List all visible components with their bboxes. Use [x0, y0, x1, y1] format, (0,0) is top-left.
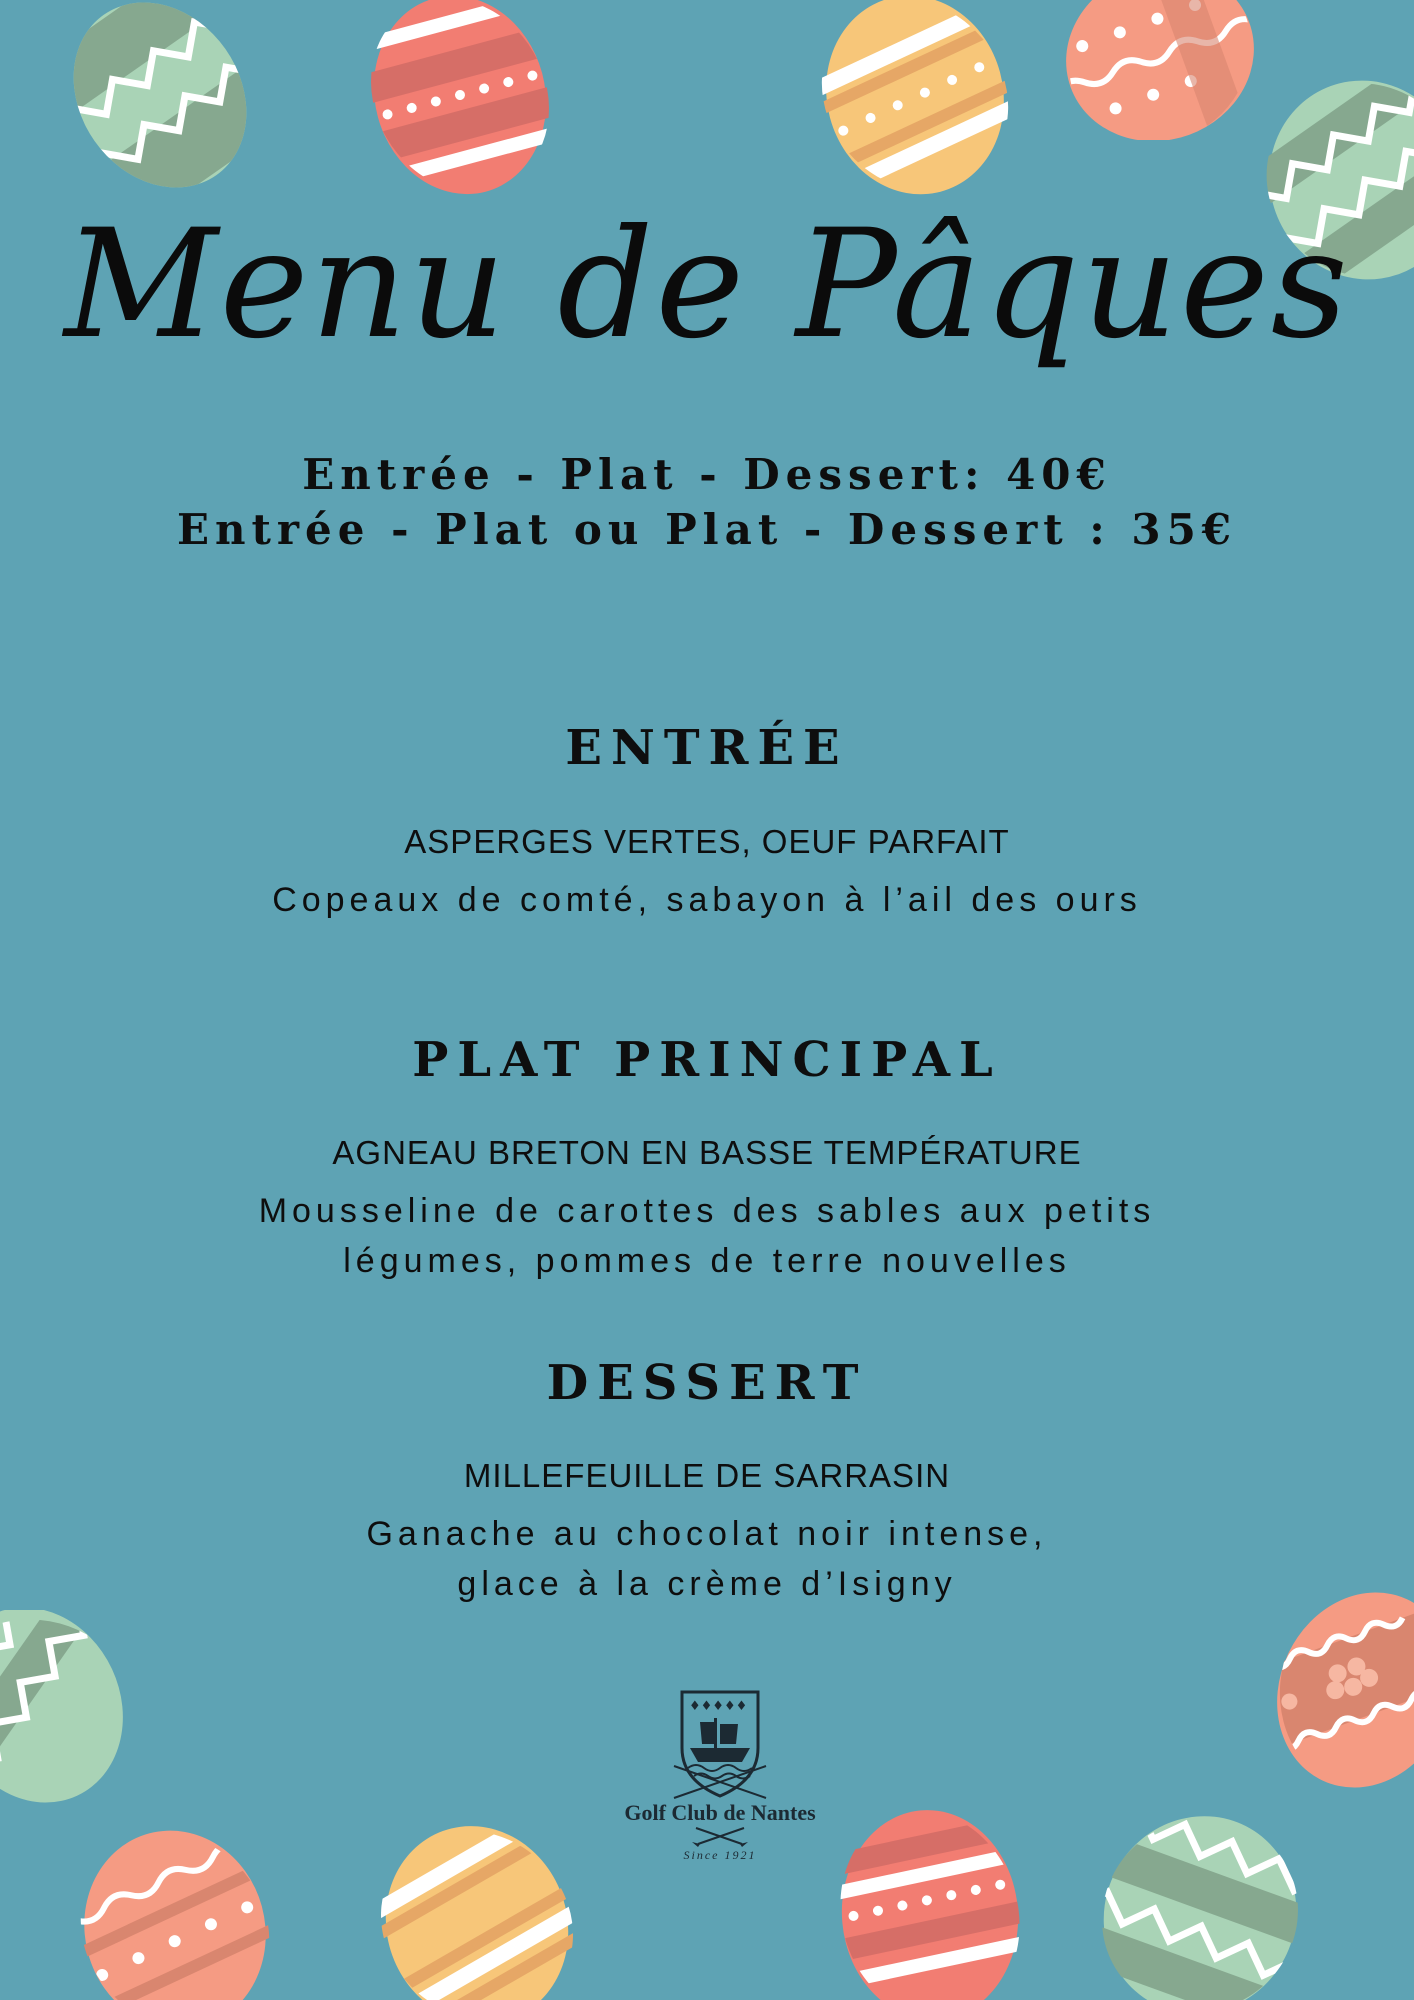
price-line-full: Entrée - Plat - Dessert: 40€ [302, 450, 1112, 499]
logo-since: Since 1921 [683, 1848, 757, 1862]
svg-text:♦♦♦♦♦: ♦♦♦♦♦ [689, 1699, 748, 1714]
logo-club-name: Golf Club de Nantes [624, 1800, 816, 1825]
easter-egg-icon [840, 1805, 1020, 2000]
easter-egg-icon [815, 0, 1015, 200]
easter-egg-icon [380, 1820, 575, 2000]
easter-egg-icon [1060, 0, 1260, 140]
easter-egg-icon [365, 0, 555, 200]
golf-club-logo [620, 1688, 820, 1868]
section-heading-plat: PLAT PRINCIPAL [412, 1032, 1002, 1088]
crest-icon [672, 1688, 768, 1800]
easter-egg-icon [1100, 1810, 1300, 2000]
golf-clubs-icon [690, 1826, 750, 1848]
dish-name-entree: ASPERGES VERTES, OEUF PARFAIT [404, 823, 1010, 860]
easter-egg-icon [55, 0, 265, 190]
section-heading-entree: ENTRÉE [565, 720, 849, 776]
menu-title: Menu de Pâques [64, 198, 1350, 372]
dish-name-plat: AGNEAU BRETON EN BASSE TEMPÉRATURE [332, 1134, 1082, 1171]
dish-description-dessert-line2: glace à la crème d’Isigny [457, 1565, 957, 1603]
easter-egg-icon [0, 1610, 125, 1805]
price-line-partial: Entrée - Plat ou Plat - Dessert : 35€ [176, 505, 1238, 554]
dish-description-entree: Copeaux de comté, sabayon à l’ail des ours [272, 881, 1142, 919]
easter-egg-icon [1265, 1585, 1414, 1795]
dish-description-dessert-line1: Ganache au chocolat noir intense, [366, 1515, 1048, 1553]
dish-description-plat-line2: légumes, pommes de terre nouvelles [343, 1242, 1071, 1280]
dish-name-dessert: MILLEFEUILLE DE SARRASIN [463, 1457, 951, 1494]
section-heading-dessert: DESSERT [546, 1355, 868, 1411]
dish-description-plat-line1: Mousseline de carottes des sables aux petits [258, 1192, 1156, 1230]
easter-egg-icon [80, 1830, 270, 2000]
